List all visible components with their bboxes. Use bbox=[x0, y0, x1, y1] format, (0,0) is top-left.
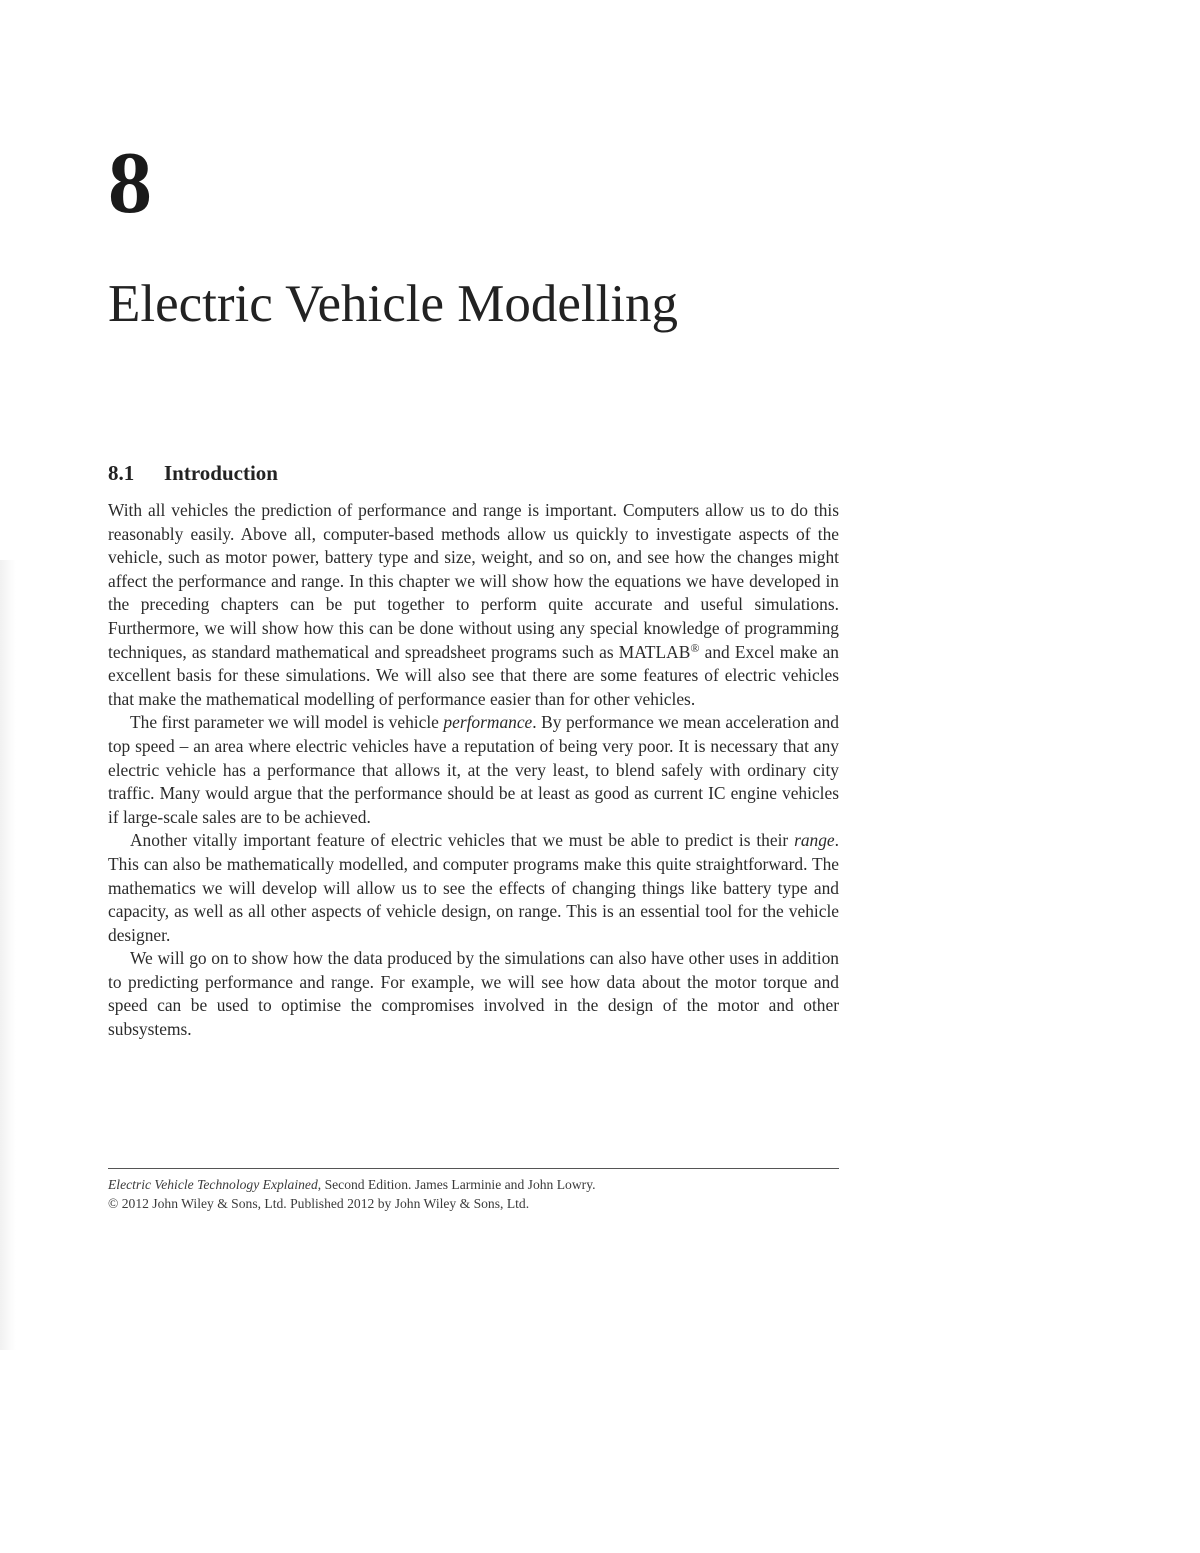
registered-mark: ® bbox=[690, 640, 700, 655]
body-text bbox=[108, 499, 839, 1042]
section-title: Introduction bbox=[164, 461, 278, 485]
section-heading bbox=[108, 461, 278, 486]
paragraph-1 bbox=[108, 499, 839, 711]
section-number: 8.1 bbox=[108, 461, 135, 485]
paragraph-3 bbox=[108, 829, 839, 947]
emphasis-range: range bbox=[794, 830, 835, 851]
emphasis-performance: performance bbox=[443, 712, 533, 733]
paragraph-4: We will go on to show how the data produced by the simulations can also have other uses in addition to predicting performance and range. For example, we will see how data about the motor torque and speed can be used to optimise the compromises involved in the design of the motor and other subsystems. bbox=[108, 948, 839, 1040]
book-page bbox=[108, 0, 839, 1553]
paragraph-2 bbox=[108, 711, 839, 829]
chapter-title: Electric Vehicle Modelling bbox=[108, 275, 679, 333]
scan-shadow-edge bbox=[0, 560, 16, 1350]
footnote-line-1-rest: , Second Edition. James Larminie and John Lowry. bbox=[317, 1177, 596, 1192]
footnote-line-2: © 2012 John Wiley & Sons, Ltd. Published 2012 by John Wiley & Sons, Ltd. bbox=[108, 1196, 530, 1211]
chapter-number: 8 bbox=[108, 135, 152, 232]
paragraph-1-text: With all vehicles the prediction of performance and range is important. Computers allow us to do this reasonably easily. Above all, computer-based methods allow us quickly to investigate aspects of the vehicle, such as motor power, battery type and size, weight, and so on, and see how the changes might affect the performance and range. In this chapter we will show how the equations we have developed in the preceding chapters can be put together to perform quite accurate and useful simulations. Furthermore, we will show how this can be done without using any special knowledge of programming techniques, as standard mathematical and spreadsheet programs such as MATLAB bbox=[108, 500, 839, 662]
paragraph-1-text-end: and Excel make an excellent basis for these simulations. We will also see that there are some features of electric vehicles that make the mathematical modelling of performance easier than for other vehicles. bbox=[108, 641, 839, 709]
footnote-line-1 bbox=[108, 1175, 839, 1194]
paragraph-2-end: . By performance we mean acceleration and top speed – an area where electric vehicles have a reputation of being very poor. It is necessary that any electric vehicle has a performance that allows it, at the very least, to blend safely with ordinary city traffic. Many would argue that the performance should be at least as good as current IC engine vehicles if large-scale sales are to be achieved. bbox=[108, 712, 839, 827]
copyright-footnote bbox=[108, 1168, 839, 1213]
paragraph-3-start: Another vitally important feature of electric vehicles that we must be able to predict is their bbox=[130, 830, 795, 851]
paragraph-3-end: . This can also be mathematically modelled, and computer programs make this quite straightforward. The mathematics we will develop will allow us to see the effects of changing things like battery type and capacity, as well as all other aspects of vehicle design, on range. This is an essential tool for the vehicle designer. bbox=[108, 830, 839, 945]
paragraph-2-start: The first parameter we will model is vehicle bbox=[130, 712, 444, 733]
book-title: Electric Vehicle Technology Explained bbox=[108, 1177, 318, 1192]
